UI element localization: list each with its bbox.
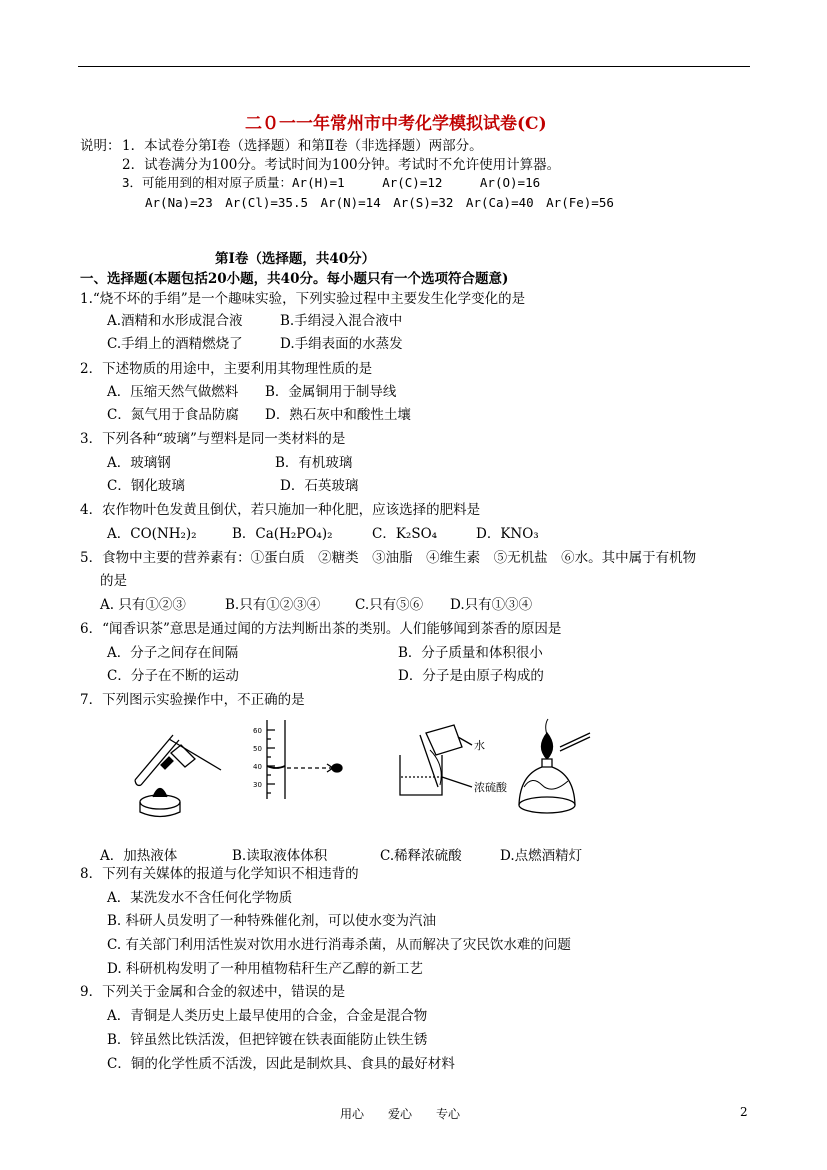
question-option: D．熟石灰中和酸性土壤 xyxy=(265,407,411,423)
question-option: D．KNO₃ xyxy=(476,526,539,542)
question-stem: 1.“烧不坏的手绢”是一个趣味实验，下列实验过程中主要发生化学变化的是 xyxy=(80,291,526,307)
question-option: C.稀释浓硫酸 xyxy=(380,848,462,864)
question-option: B．Ca(H₂PO₄)₂ xyxy=(232,526,333,542)
question-option: C．氮气用于食品防腐 xyxy=(107,407,239,423)
question-option: D．分子是由原子构成的 xyxy=(398,668,544,684)
question-stem-continued: 的是 xyxy=(100,573,127,589)
question-option: A．玻璃钢 xyxy=(107,455,171,471)
question-option: B.只有①②③④ xyxy=(225,597,321,613)
question-option: A. 只有①②③ xyxy=(100,597,186,613)
question-stem: 9．下列关于金属和合金的叙述中，错误的是 xyxy=(80,984,346,1000)
question-option: C．铜的化学性质不活泼，因此是制炊具、食具的最好材料 xyxy=(107,1056,455,1072)
question-stem: 3．下列各种“玻璃”与塑料是同一类材料的是 xyxy=(80,431,346,447)
question-option: D．石英玻璃 xyxy=(280,478,359,494)
question-option: D.手绢表面的水蒸发 xyxy=(280,336,403,352)
instruction-line: Ar(Na)=23 Ar(Cl)=35.5 Ar(N)=14 Ar(S)=32 Ar(Ca)=40 Ar(Fe)=56 xyxy=(145,195,614,210)
question-option: C．分子在不断的运动 xyxy=(107,668,239,684)
question-option: A．分子之间存在间隔 xyxy=(107,645,239,661)
instruction-line: 1．本试卷分第Ⅰ卷（选择题）和第Ⅱ卷（非选择题）两部分。 xyxy=(122,138,483,154)
lighting-alcohol-lamp-figure xyxy=(512,715,602,825)
question-option: C．钢化玻璃 xyxy=(107,478,185,494)
question-option: C.只有⑤⑥ xyxy=(355,597,424,613)
question-stem: 6．“闻香识茶”意思是通过闻的方法判断出茶的类别。人们能够闻到茶香的原因是 xyxy=(80,621,562,637)
question-option: A．压缩天然气做燃料 xyxy=(107,384,239,400)
instruction-line: 3．可能用到的相对原子质量：Ar(H)=1 Ar(C)=12 Ar(O)=16 xyxy=(122,175,541,190)
question-option: B．有机玻璃 xyxy=(275,455,353,471)
question-option: A.酒精和水形成混合液 xyxy=(107,313,243,329)
header-rule xyxy=(78,66,750,67)
question-option: D. 科研机构发明了一种用植物秸秆生产乙醇的新工艺 xyxy=(107,961,423,977)
question-option: B. 科研人员发明了一种特殊催化剂，可以使水变为汽油 xyxy=(107,913,437,929)
tick-label: 60 xyxy=(253,727,262,735)
question-option: C. 有关部门利用活性炭对饮用水进行消毒杀菌，从而解决了灾民饮水难的问题 xyxy=(107,937,571,953)
footer-motto: 用心 爱心 专心 xyxy=(340,1107,461,1121)
question-option: B．分子质量和体积很小 xyxy=(398,645,543,661)
question-option: D.只有①③④ xyxy=(450,597,533,613)
page-title: 二０一一年常州市中考化学模拟试卷(C) xyxy=(245,114,547,134)
tick-label: 50 xyxy=(253,745,262,753)
part-header: 一、选择题(本题包括20小题，共40分。每小题只有一个选项符合题意) xyxy=(80,271,509,287)
question-option: B．金属铜用于制导线 xyxy=(265,384,397,400)
tick-label: 30 xyxy=(253,781,262,789)
tick-label: 40 xyxy=(253,763,262,771)
question-option: B.读取液体体积 xyxy=(232,848,328,864)
question-option: B．锌虽然比铁活泼，但把锌镀在铁表面能防止铁生锈 xyxy=(107,1032,428,1048)
question-stem: 7．下列图示实验操作中，不正确的是 xyxy=(80,692,305,708)
question-option: C．K₂SO₄ xyxy=(372,526,438,542)
page-number: 2 xyxy=(740,1105,748,1119)
question-option: D.点燃酒精灯 xyxy=(500,848,583,864)
question-option: A．CO(NH₂)₂ xyxy=(107,526,197,542)
question-stem: 2．下述物质的用途中，主要利用其物理性质的是 xyxy=(80,361,373,377)
section-title: 第Ⅰ卷（选择题，共40分） xyxy=(215,251,376,267)
question-stem: 8．下列有关媒体的报道与化学知识不相违背的 xyxy=(80,866,359,882)
question-option: A．某洗发水不含任何化学物质 xyxy=(107,890,293,906)
instruction-line: 2．试卷满分为100分。考试时间为100分钟。考试时不允许使用计算器。 xyxy=(122,157,561,173)
question-stem: 4．农作物叶色发黄且倒伏，若只施加一种化肥，应该选择的肥料是 xyxy=(80,502,481,518)
heating-liquid-figure xyxy=(125,715,230,825)
acid-label: 浓硫酸 xyxy=(474,781,507,794)
water-label: 水 xyxy=(474,739,485,752)
question-option: C.手绢上的酒精燃烧了 xyxy=(107,336,243,352)
question-option: B.手绢浸入混合液中 xyxy=(280,313,403,329)
instructions-label: 说明： xyxy=(80,138,121,154)
question-stem: 5．食物中主要的营养素有：①蛋白质 ②糖类 ③油脂 ④维生素 ⑤无机盐 ⑥水。其中属于有机物 xyxy=(80,550,697,566)
diluting-acid-figure xyxy=(390,715,510,825)
question-option: A．青铜是人类历史上最早使用的合金，合金是混合物 xyxy=(107,1008,428,1024)
question-option: A．加热液体 xyxy=(100,848,178,864)
reading-volume-figure xyxy=(245,715,355,825)
